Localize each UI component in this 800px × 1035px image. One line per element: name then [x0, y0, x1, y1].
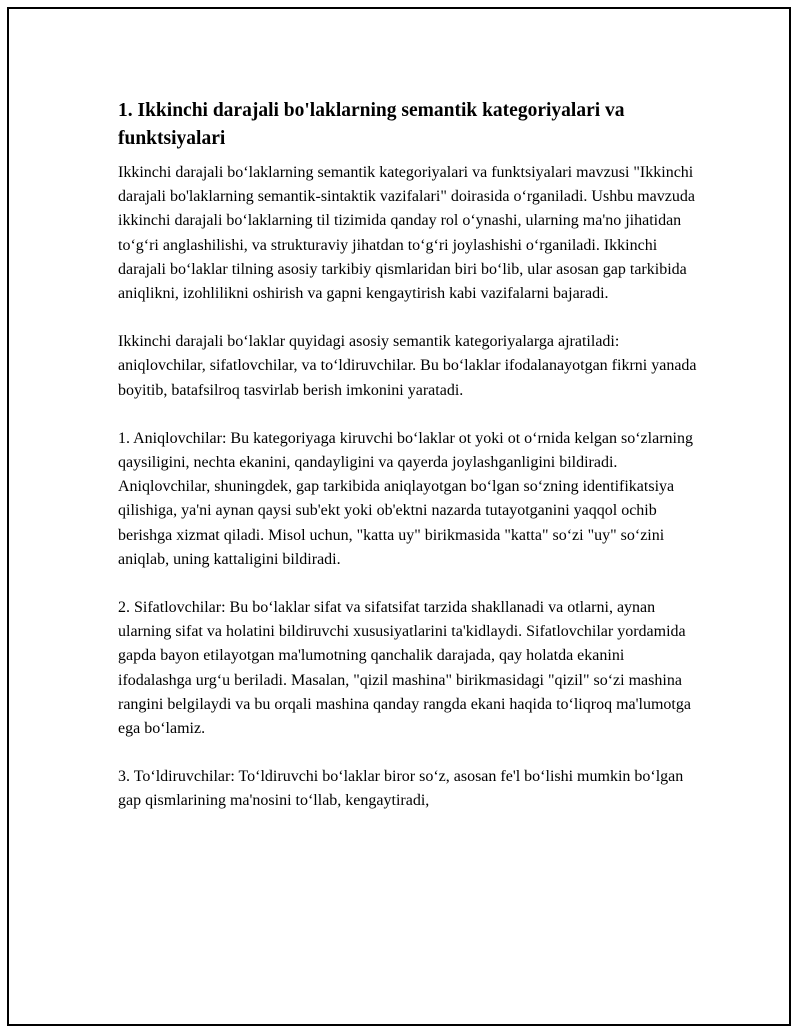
page-frame — [7, 7, 791, 1026]
document-title: 1. Ikkinchi darajali bo'laklarning semantik kategoriyalari va funktsiyalari — [118, 100, 625, 149]
paragraph-aniqlovchilar: 1. Aniqlovchilar: Bu kategoriyaga kiruvchi bo‘laklar ot yoki ot o‘rnida kelgan so‘zlarning qaysiligini, nechta ekanini, qandayligini va qayerda joylashganligini bildiradi. Aniqlovchilar, shuningdek, gap tarkibida aniqlayotgan bo‘lgan so‘zning identifikatsiya qilishiga, ya'ni aynan qaysi sub'ekt yoki ob'ektni nazarda tutayotganini yaqqol ochib berishga xizmat qiladi. Misol uchun, "katta uy" birikmasida "katta" so‘zi "uy" so‘zini aniqlab, uning kattaligini bildiradi. — [118, 429, 693, 568]
paragraph-toldiruvchilar: 3. To‘ldiruvchilar: To‘ldiruvchi bo‘laklar biror so‘z, asosan fe'l bo‘lishi mumkin bo‘lgan gap qismlarining ma'nosini to‘llab, kengaytiradi, — [118, 768, 684, 810]
document-body — [118, 97, 698, 814]
paragraph-categories: Ikkinchi darajali bo‘laklar quyidagi asosiy semantik kategoriyalarga ajratiladi: aniqlovchilar, sifatlovchilar, va to‘ldiruvchilar. Bu bo‘laklar ifodalanayotgan fikrni yanada boyitib, batafsilroq tasvirlab berish imkonini yaratadi. — [118, 333, 697, 399]
paragraph-intro: Ikkinchi darajali bo‘laklarning semantik kategoriyalari va funktsiyalari mavzusi "Ikkinchi darajali bo'laklarning semantik-sintaktik vazifalari" doirasida o‘rganiladi. Ushbu mavzuda ikkinchi darajali bo‘laklarning til tizimida qanday rol o‘ynashi, ularning ma'no jihatidan to‘g‘ri anglashilishi, va strukturaviy jihatdan to‘g‘ri joylashishi o‘rganiladi. Ikkinchi darajali bo‘laklar tilning asosiy tarkibiy qismlaridan biri bo‘lib, ular asosan gap tarkibida aniqlikni, izohlilikni oshirish va gapni kengaytirish kabi vazifalarni bajaradi. — [118, 164, 695, 303]
paragraph-sifatlovchilar: 2. Sifatlovchilar: Bu bo‘laklar sifat va sifatsifat tarzida shakllanadi va otlarni, aynan ularning sifat va holatini bildiruvchi xususiyatlarini ta'kidlaydi. Sifatlovchilar yordamida gapda bayon etilayotgan ma'lumotning qanchalik darajada, qay holatda ekanini ifodalashga urg‘u beriladi. Masalan, "qizil mashina" birikmasidagi "qizil" so‘zi mashina rangini belgilaydi va bu orqali mashina qanday rangda ekani haqida to‘liqroq ma'lumotga ega bo‘lamiz. — [118, 599, 691, 738]
